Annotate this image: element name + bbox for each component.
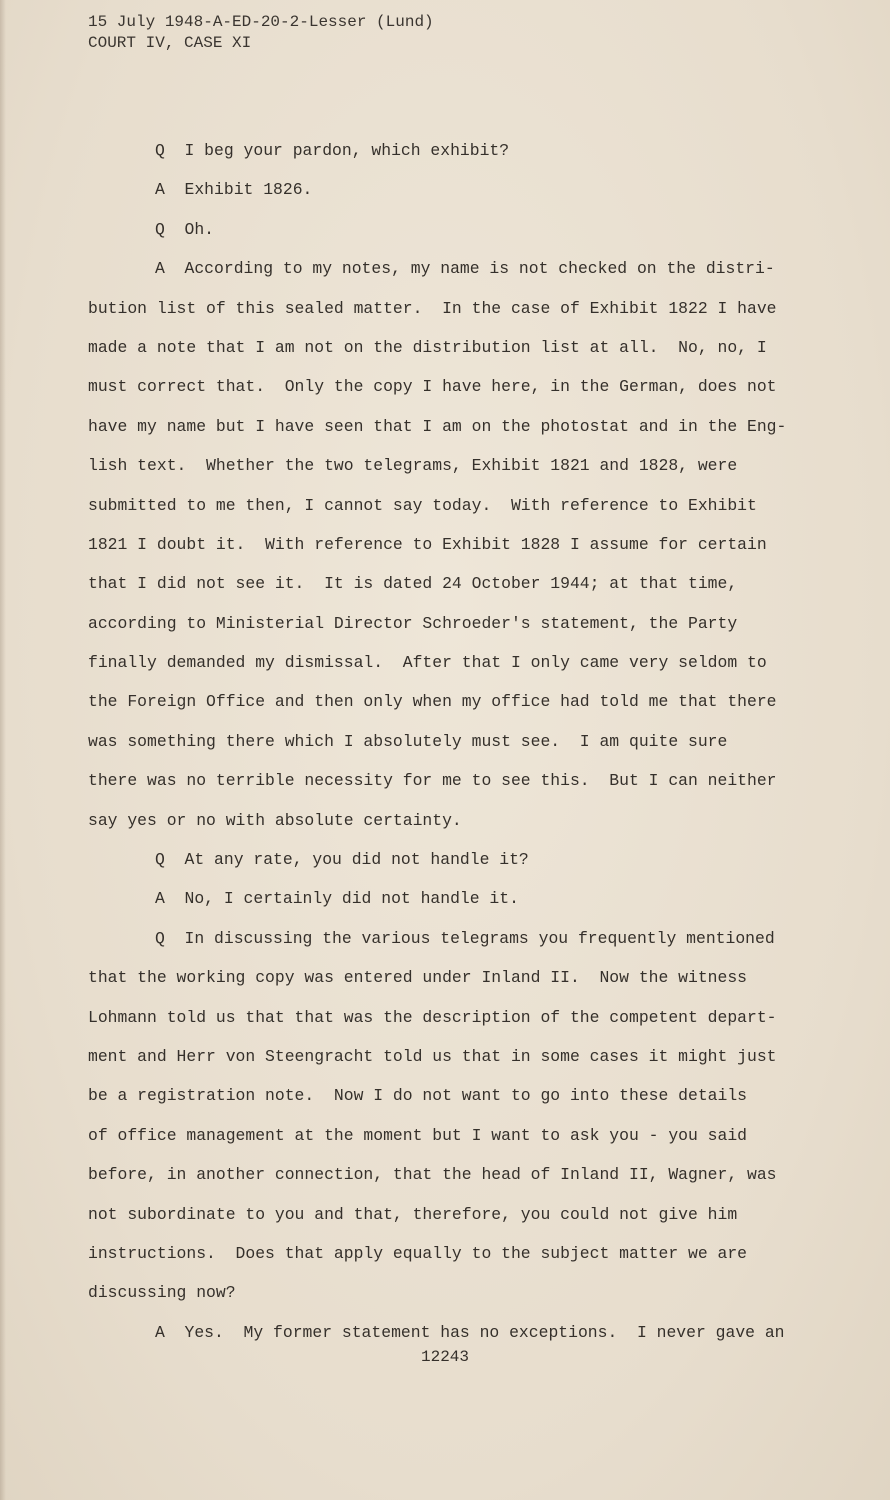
header-date-line: 15 July 1948-A-ED-20-2-Lesser (Lund): [88, 13, 434, 31]
transcript-line: Lohmann told us that that was the description of the competent depart-: [88, 1007, 777, 1027]
transcript-line: A Exhibit 1826.: [155, 180, 313, 200]
transcript-line: was something there which I absolutely must see. I am quite sure: [88, 731, 728, 751]
transcript-line: there was no terrible necessity for me to see this. But I can neither: [88, 771, 777, 791]
transcript-line: that I did not see it. It is dated 24 October 1944; at that time,: [88, 574, 738, 594]
transcript-line: before, in another connection, that the head of Inland II, Wagner, was: [88, 1165, 777, 1185]
transcript-line: must correct that. Only the copy I have here, in the German, does not: [88, 377, 777, 397]
transcript-line: instructions. Does that apply equally to the subject matter we are: [88, 1243, 748, 1263]
transcript-line: have my name but I have seen that I am on the photostat and in the Eng-: [88, 416, 787, 436]
header-court-line: COURT IV, CASE XI: [88, 34, 252, 52]
transcript-line: submitted to me then, I cannot say today. With reference to Exhibit: [88, 495, 757, 515]
transcript-body: [88, 131, 788, 1352]
transcript-line: Q Oh.: [155, 219, 215, 239]
transcript-line: lish text. Whether the two telegrams, Exhibit 1821 and 1828, were: [88, 456, 738, 476]
transcript-line: 1821 I doubt it. With reference to Exhibit 1828 I assume for certain: [88, 534, 767, 554]
transcript-line: the Foreign Office and then only when my office had told me that there: [88, 692, 777, 712]
transcript-line: Q In discussing the various telegrams you frequently mentioned: [155, 928, 775, 948]
transcript-line: not subordinate to you and that, therefore, you could not give him: [88, 1204, 738, 1224]
document-header: [88, 12, 434, 54]
page-edge-shadow: [0, 0, 6, 1500]
page-number: 12243: [420, 1348, 469, 1366]
transcript-line: that the working copy was entered under Inland II. Now the witness: [88, 968, 748, 988]
transcript-line: be a registration note. Now I do not want to go into these details: [88, 1086, 748, 1106]
transcript-line: according to Ministerial Director Schroeder's statement, the Party: [88, 613, 738, 633]
transcript-line: Q At any rate, you did not handle it?: [155, 850, 529, 870]
transcript-line: say yes or no with absolute certainty.: [88, 810, 462, 830]
transcript-line: A According to my notes, my name is not checked on the distri-: [155, 259, 775, 279]
transcript-line: finally demanded my dismissal. After that I only came very seldom to: [88, 653, 767, 673]
transcript-line: made a note that I am not on the distribution list at all. No, no, I: [88, 337, 767, 357]
transcript-line: of office management at the moment but I want to ask you - you said: [88, 1125, 748, 1145]
transcript-line: A No, I certainly did not handle it.: [155, 889, 519, 909]
transcript-line: Q I beg your pardon, which exhibit?: [155, 141, 510, 160]
transcript-line: ment and Herr von Steengracht told us that in some cases it might just: [88, 1046, 777, 1066]
transcript-line: bution list of this sealed matter. In the case of Exhibit 1822 I have: [88, 298, 777, 318]
transcript-line: discussing now?: [88, 1283, 236, 1303]
transcript-line: A Yes. My former statement has no exceptions. I never gave an: [155, 1322, 785, 1342]
